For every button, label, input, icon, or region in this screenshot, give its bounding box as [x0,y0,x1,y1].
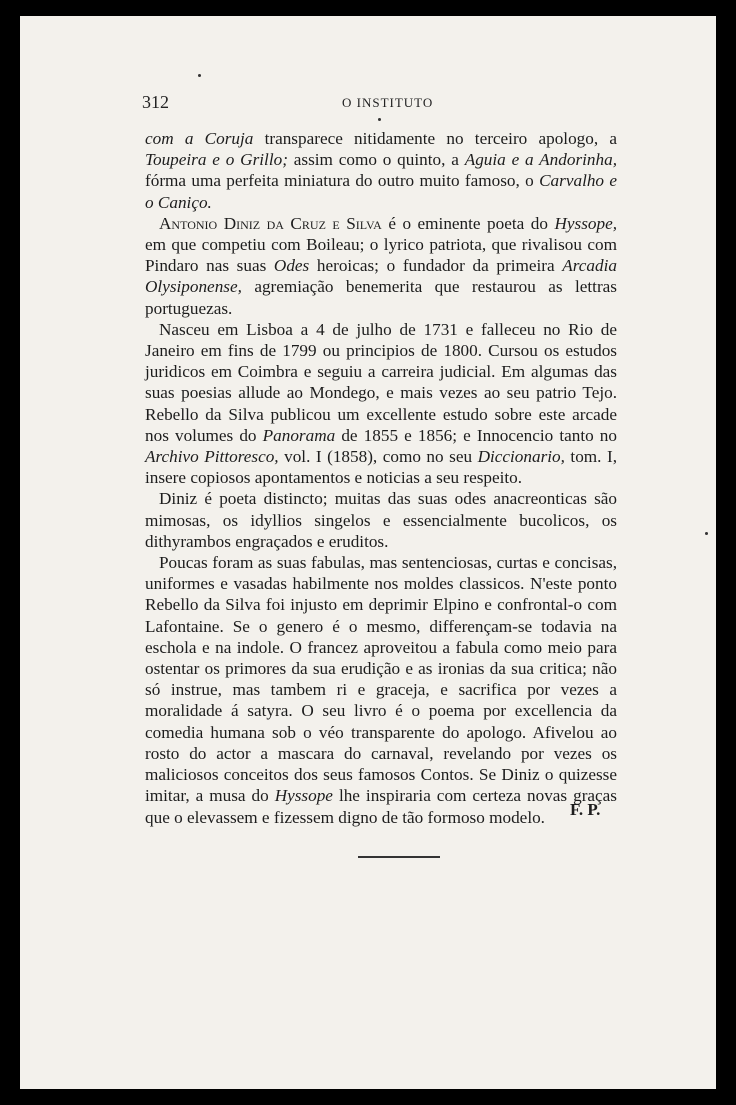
italic-run: Arcadia Olysiponense, [145,256,617,297]
text-run: lhe inspiraria com certeza novas graças que o elevassem e fizessem digno de tão formoso modelo. [145,786,617,827]
small-caps-run: Antonio Diniz da Cruz e Silva [159,213,382,233]
speck-mark [198,74,201,77]
text-run: em que competiu com Boileau; o lyrico patriota, que rivalisou com Pindaro nas suas [145,235,617,276]
text-run: fórma uma perfeita miniatura do outro muito famoso, o [145,171,540,191]
text-run: vol. I (1858), como no seu [278,447,478,467]
paragraph [145,213,617,319]
text-run: transparece nitidamente no terceiro apologo, a [253,129,618,148]
author-signature: F. P. [570,800,601,819]
italic-run: com a Coruja [145,129,254,148]
text-run: assim como o quinto, a [287,150,465,170]
speck-mark [705,532,708,535]
text-run: Nasceu em Lisboa a 4 de julho de 1731 e falleceu no Rio de Janeiro em fins de 1799 ou principios de 1800. Cursou os estudos juridicos em Coimbra e seguiu a carreira judicial. Em algumas das suas poesias allude ao Mondego, e mais vezes ao seu patrio Tejo. Rebello da Silva publicou um excellente estudo sobre este arcade nos volumes do [145,319,617,445]
italic-run: Diccionario, [477,447,565,467]
body-text [145,128,617,828]
text-run: Poucas foram as suas fabulas, mas sentenciosas, curtas e concisas, uniformes e vasadas habilmente nos moldes classicos. N'este ponto Rebello da Silva foi injusto em deprimir Elpino e confrontal-o com Lafontaine. Se o genero é o mesmo, differençam-se todavia na eschola e na indole. O francez aproveitou a fabula como meio para ostentar os primores da sua erudição e as ironias da sua critica; não só instrue, mas tambem ri e graceja, e sacrifica por vezes a moralidade á satyra. O seu livro é o poema por excellencia da comedia humana sob o véo transparente do apologo. Afivelou ao rosto do actor a mascara do carnaval, revelando por vezes os maliciosos conceitos dos seus famosos Contos. Se Diniz o quizesse imitar, a musa do [145,553,617,806]
paragraph [145,488,617,552]
text-run: de 1855 e 1856; e Innocencio tanto no [335,425,617,445]
text-run: agremiação benemerita que restaurou as lettras portuguezas. [145,277,617,318]
italic-run: Hyssope [274,786,333,806]
text-run: é o eminente poeta do [381,213,555,233]
text-run: tom. I, insere copiosos apontamentos e noticias a seu respeito. [145,447,617,488]
page-header [142,92,622,114]
section-rule [358,856,440,858]
italic-run: Carvalho e o Caniço. [145,171,617,212]
paragraph [145,128,617,213]
italic-run: Archivo Pittoresco, [145,447,279,467]
italic-run: Hyssope, [554,213,618,233]
italic-run: Toupeira e o Grillo; [145,150,288,170]
italic-run: Odes [273,256,310,276]
text-run: Diniz é poeta distincto; muitas das suas odes anacreonticas são mimosas, os idyllios singelos e essencialmente bucolicos, os dithyrambos engraçados e eruditos. [145,489,617,551]
book-page [20,16,716,1089]
italic-run: Panorama [262,425,336,445]
italic-run: Aguia e a Andorinha, [464,150,617,170]
running-title: O INSTITUTO [342,95,434,110]
paragraph [145,319,617,489]
text-run: heroicas; o fundador da primeira [309,256,563,276]
page-number: 312 [142,92,169,112]
paragraph [145,552,617,828]
speck-mark [378,118,381,121]
